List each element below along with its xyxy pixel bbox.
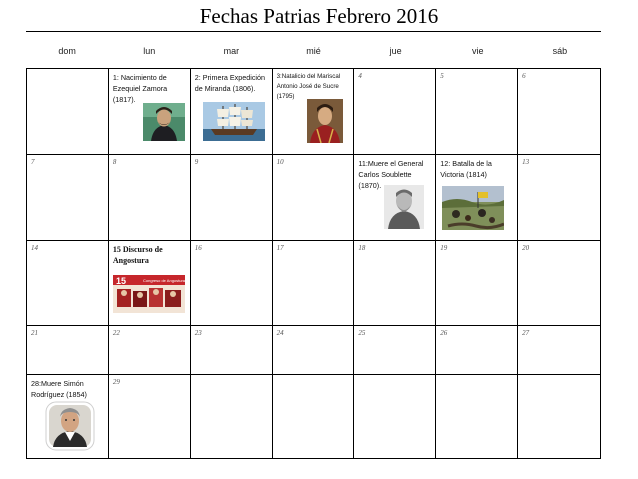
event-label-angostura: 15 Discurso de Angostura — [112, 245, 163, 265]
page-title: Fechas Patrias Febrero 2016 — [199, 4, 439, 28]
weekday-wednesday: mié — [306, 46, 321, 56]
day-cell-19[interactable] — [436, 241, 518, 326]
day-number: 10 — [276, 158, 284, 166]
day-number: 29 — [112, 378, 120, 386]
day-cell-4[interactable] — [354, 69, 436, 155]
day-cell-2[interactable] — [191, 69, 273, 155]
day-cell-empty — [27, 69, 109, 155]
day-cell-21[interactable] — [27, 326, 109, 375]
event-label-soublette: 11:Muere el General Carlos Soublette (1870). — [358, 159, 424, 190]
day-cell-6[interactable] — [518, 69, 600, 155]
day-cell-25[interactable] — [354, 326, 436, 375]
day-number: 8 — [112, 158, 117, 166]
event-label-victoria: 12: Batalla de la Victoria (1814) — [440, 159, 492, 179]
day-cell-14[interactable] — [27, 241, 109, 326]
day-cell-18[interactable] — [354, 241, 436, 326]
day-number: 14 — [31, 244, 38, 252]
day-cell-7[interactable] — [27, 155, 109, 241]
day-number: 18 — [358, 244, 366, 252]
banner-title-text: Congreso de Angostura — [142, 278, 185, 283]
calendar-grid — [26, 68, 601, 459]
event-label-miranda: 2: Primera Expedición de Miranda (1806). — [194, 73, 266, 93]
day-cell-29[interactable] — [109, 375, 191, 458]
day-number: 27 — [522, 329, 530, 337]
ship-expedition-image — [203, 102, 265, 141]
day-number: 5 — [440, 72, 444, 80]
portrait-rodriguez-image — [45, 401, 95, 451]
portrait-zamora-image — [143, 103, 185, 141]
weekday-sunday: dom — [58, 46, 76, 56]
day-cell-9[interactable] — [191, 155, 273, 241]
day-number: 21 — [31, 329, 38, 337]
day-cell-empty — [518, 375, 600, 458]
day-cell-16[interactable] — [191, 241, 273, 326]
day-cell-8[interactable] — [109, 155, 191, 241]
day-cell-13[interactable] — [518, 155, 600, 241]
day-cell-15[interactable] — [109, 241, 191, 326]
day-number: 24 — [276, 329, 284, 337]
day-cell-10[interactable] — [273, 155, 355, 241]
weekday-tuesday: mar — [223, 46, 240, 56]
banner-number-text: 15 — [115, 276, 126, 286]
event-label-sucre: 3:Natalicio del Mariscal Antonio José de Sucre (1795) — [276, 73, 341, 100]
day-cell-28[interactable] — [27, 375, 109, 458]
day-number: 17 — [276, 244, 284, 252]
portrait-soublette-image — [384, 185, 424, 229]
day-cell-12[interactable] — [436, 155, 518, 241]
day-cell-empty — [354, 375, 436, 458]
day-number: 19 — [440, 244, 448, 252]
day-cell-empty — [191, 375, 273, 458]
day-number: 7 — [31, 158, 35, 166]
day-number: 16 — [194, 244, 202, 252]
weekday-monday: lun — [143, 46, 156, 56]
day-cell-11[interactable] — [354, 155, 436, 241]
weekday-header — [26, 40, 601, 62]
day-cell-22[interactable] — [109, 326, 191, 375]
day-cell-empty — [273, 375, 355, 458]
weekday-saturday: sáb — [552, 46, 568, 56]
day-cell-empty — [436, 375, 518, 458]
day-cell-1[interactable] — [109, 69, 191, 155]
day-cell-3[interactable] — [273, 69, 355, 155]
angostura-banner-image — [113, 275, 185, 313]
day-number: 26 — [440, 329, 448, 337]
day-number: 13 — [522, 158, 530, 166]
day-number: 23 — [194, 329, 202, 337]
day-number: 20 — [522, 244, 530, 252]
event-label-rodriguez: 28:Muere Simón Rodríguez (1854) — [31, 379, 87, 399]
day-cell-5[interactable] — [436, 69, 518, 155]
day-cell-20[interactable] — [518, 241, 600, 326]
weekday-friday: vie — [472, 46, 484, 56]
day-number: 6 — [522, 72, 526, 80]
battle-victoria-image — [442, 186, 504, 230]
day-number: 9 — [194, 158, 199, 166]
day-cell-24[interactable] — [273, 326, 355, 375]
day-cell-23[interactable] — [191, 326, 273, 375]
portrait-sucre-image — [307, 99, 343, 143]
title-divider — [26, 31, 601, 32]
event-label-zamora: 1: Nacimiento de Ezequiel Zamora (1817). — [112, 73, 168, 104]
day-cell-26[interactable] — [436, 326, 518, 375]
day-cell-17[interactable] — [273, 241, 355, 326]
day-number: 25 — [358, 329, 366, 337]
day-number: 4 — [358, 72, 362, 80]
day-number: 22 — [112, 329, 120, 337]
day-cell-27[interactable] — [518, 326, 600, 375]
weekday-thursday: jue — [389, 46, 402, 56]
